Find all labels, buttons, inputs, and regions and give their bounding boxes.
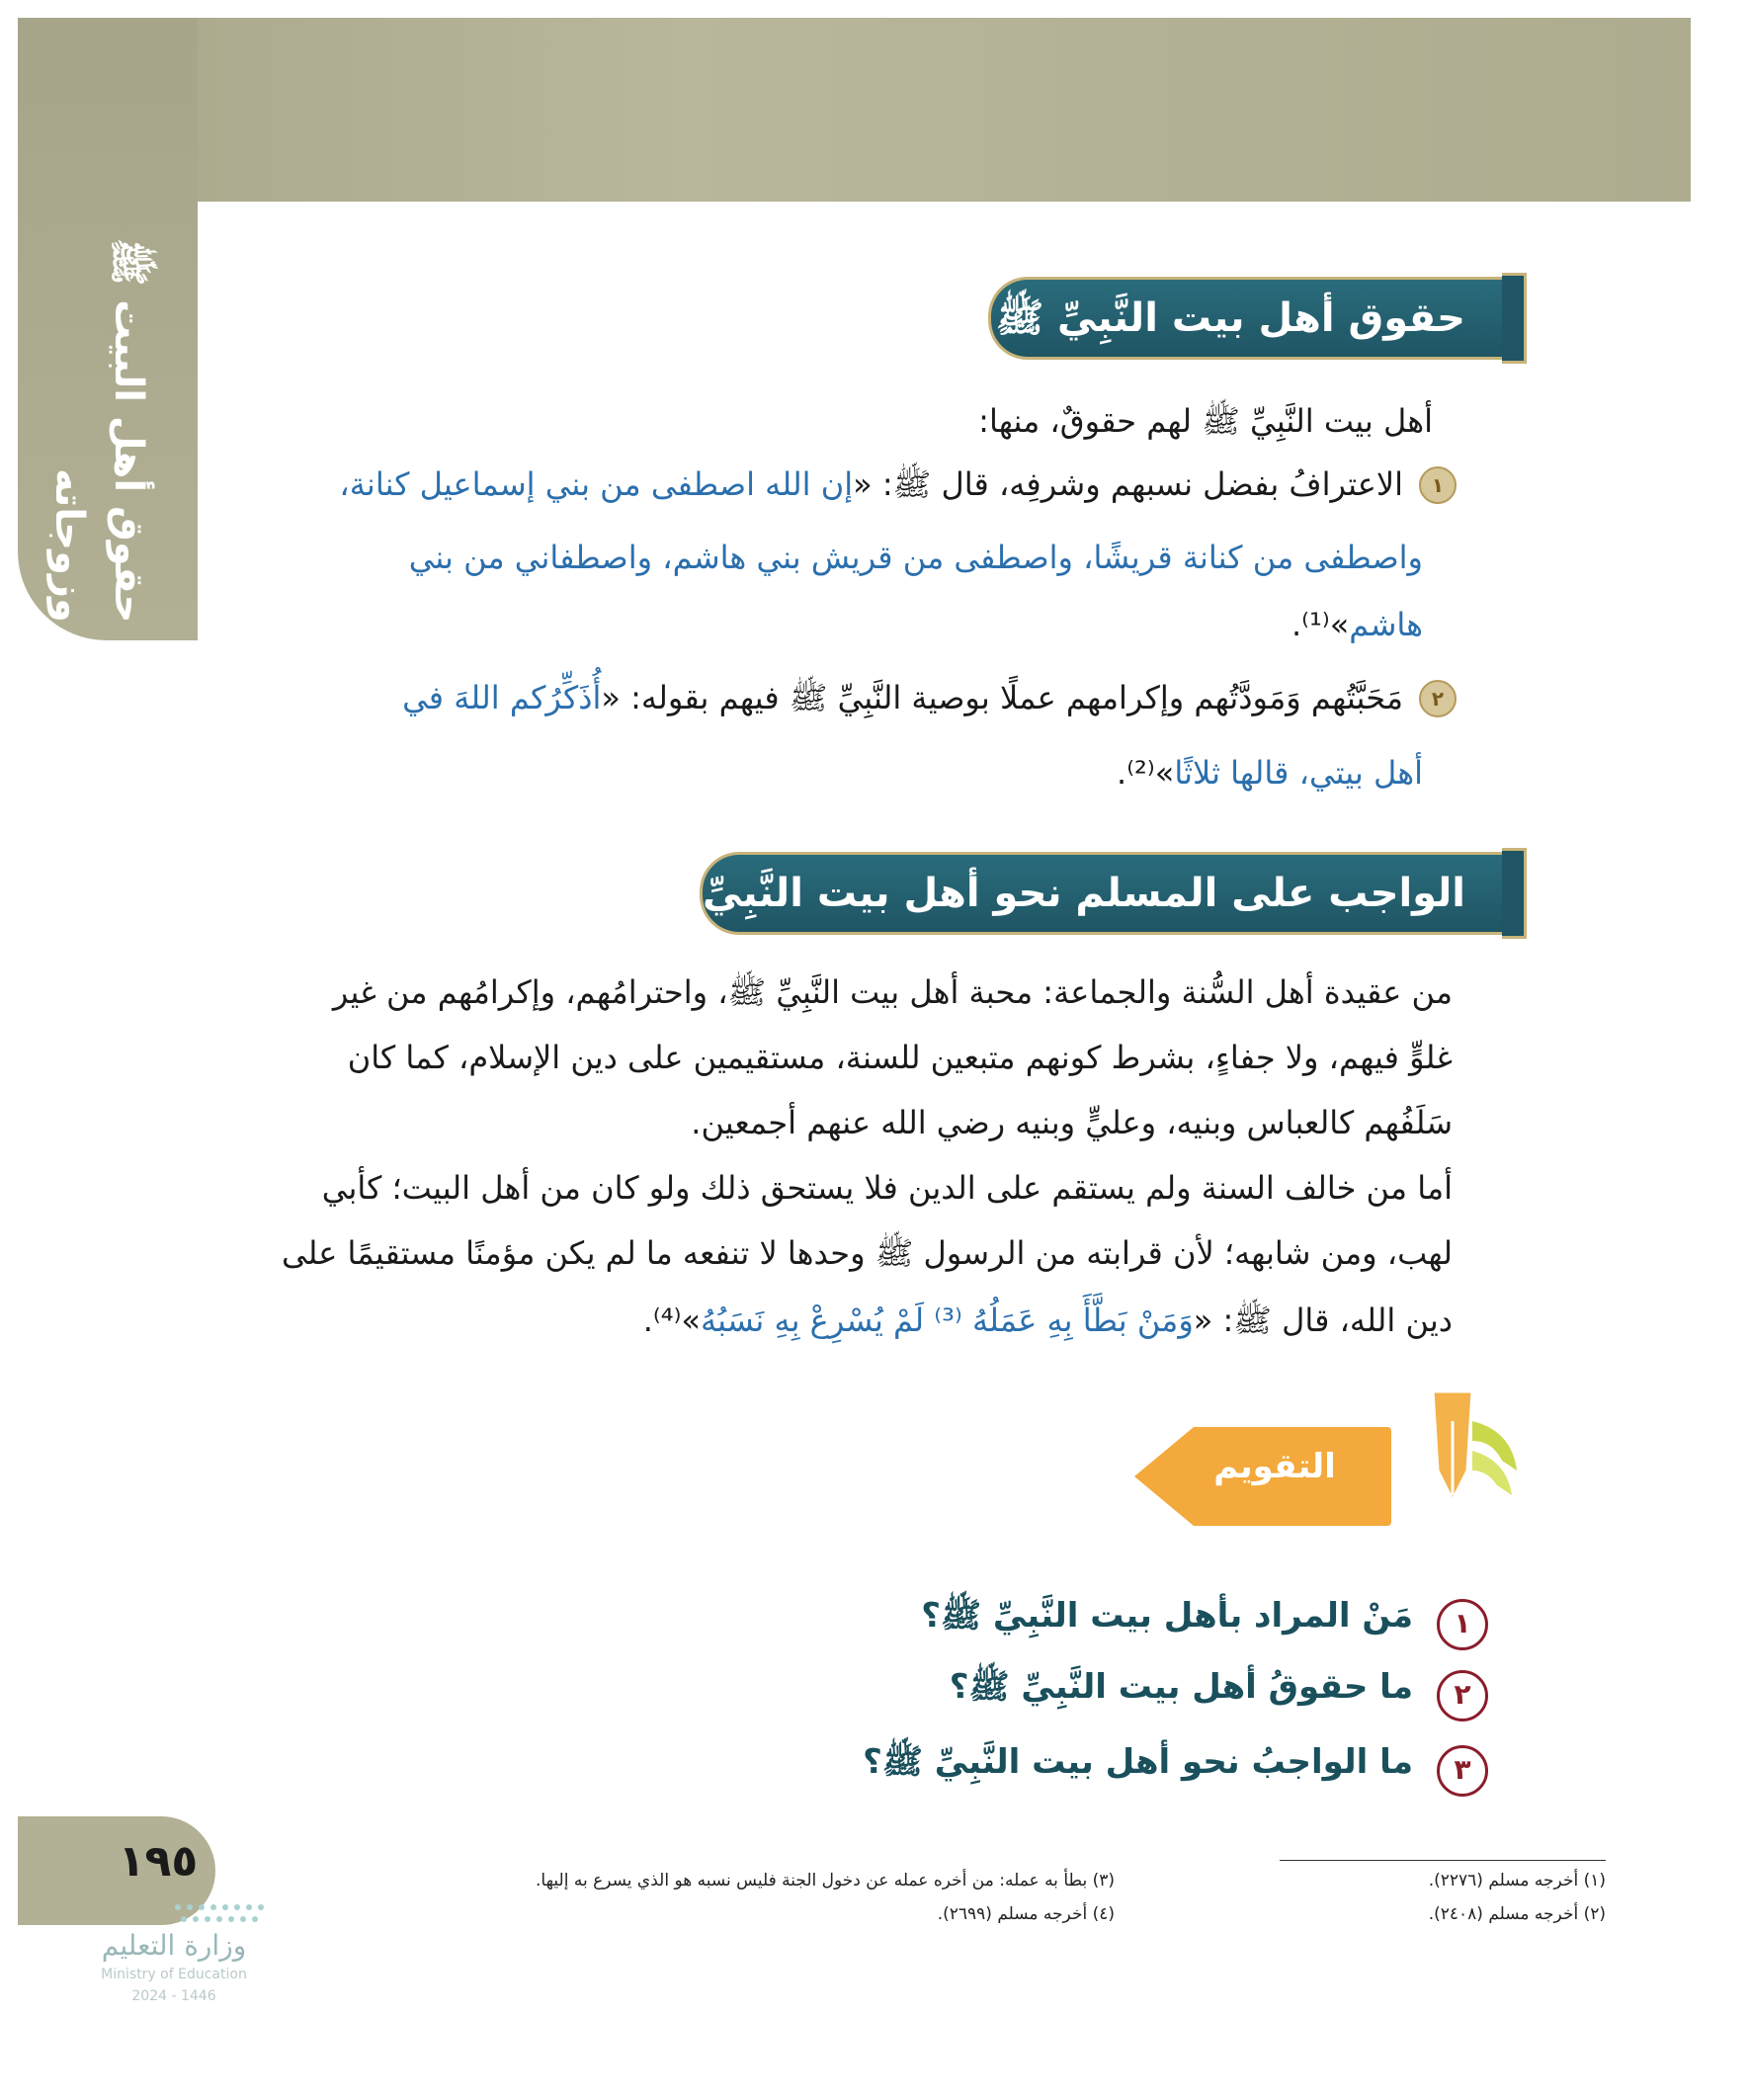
section1-intro: أهل بيت النَّبِيِّ ﷺ لهم حقوقٌ، منها:: [978, 402, 1433, 440]
question-number: ٣: [1437, 1745, 1488, 1797]
section2-para1-line1: من عقيدة أهل السُّنة والجماعة: محبة أهل بيت النَّبِيِّ ﷺ، واحترامُهم، وإكرامُهم من غير: [332, 973, 1453, 1011]
chapter-side-title-text: حقوق أهل البيت ﷺ وزوجاته: [46, 237, 151, 623]
section1-heading-banner: [988, 277, 1505, 360]
section1-banner-cap: [1502, 273, 1527, 364]
item2-line1: [402, 668, 1403, 727]
question-text: مَنْ المراد بأهل بيت النَّبِيِّ ﷺ؟: [921, 1596, 1413, 1636]
item1-line3-quote: هاشم: [1349, 606, 1423, 643]
item2-line2-plain: »⁽²⁾.: [1117, 754, 1175, 792]
section2-para1-line2: غلوٍّ فيهم، ولا جفاءٍ، بشرط كونهم متبعين للسنة، مستقيمين على دين الإسلام، كما كان: [347, 1039, 1453, 1076]
ministry-name-english: Ministry of Education: [101, 1967, 247, 1982]
footnote-rule: [1280, 1860, 1606, 1861]
item1-line3: [1291, 595, 1423, 654]
section2-banner-cap: [1502, 848, 1527, 939]
section1-heading: حقوق أهل بيت النَّبِيِّ ﷺ: [995, 295, 1465, 341]
item1-line1-plain: الاعترافُ بفضل نسبهم وشرفِه، قال ﷺ: «: [853, 465, 1403, 503]
item2-line1-plain: مَحَبَّتُهم وَمَودَّتُهم وإكرامهم عملًا بوصية النَّبِيِّ ﷺ فيهم بقوله: «: [601, 679, 1403, 716]
page-number: ١٩٥: [118, 1836, 199, 1887]
section2-last-line: [643, 1291, 1453, 1350]
footnote-1: (١) أخرجه مسلم (٢٢٧٦).: [1428, 1871, 1606, 1890]
pen-icon: [1374, 1382, 1522, 1520]
section2-heading-banner: [640, 852, 1505, 935]
evaluation-label: التقويم: [1213, 1447, 1336, 1486]
item2-line2: [1117, 743, 1423, 802]
question-text: ما الواجبُ نحو أهل بيت النَّبِيِّ ﷺ؟: [863, 1742, 1413, 1782]
item-number-badge: ٢: [1419, 680, 1457, 717]
item2-line1-quote: أُذَكِّرُكم اللهَ في: [402, 679, 602, 716]
item-number-badge: ١: [1419, 466, 1457, 504]
item1-line2: واصطفى من كنانة قريشًا، واصطفى من قريش بني هاشم، واصطفاني من بني: [408, 539, 1423, 576]
footnote-3: (٣) بطأ به عمله: من أخره عمله عن دخول الجنة فليس نسبه هو الذي يسرع به إليها.: [535, 1871, 1115, 1890]
section2-para2-line2: لهب، ومن شابهه؛ لأن قرابته من الرسول ﷺ وحدها لا تنفعه ما لم يكن مؤمنًا مستقيمًا على: [282, 1234, 1453, 1272]
item1-line1: [339, 455, 1403, 514]
question-number: ٢: [1437, 1670, 1488, 1722]
section2-last-line-plain: دين الله، قال ﷺ: «: [1193, 1302, 1453, 1339]
footnote-4: (٤) أخرجه مسلم (٢٦٩٩).: [937, 1904, 1115, 1924]
section2-para2-line1: أما من خالف السنة ولم يستقم على الدين فلا يستحق ذلك ولو كان من أهل البيت؛ كأبي: [321, 1169, 1453, 1207]
top-decorative-band: [18, 18, 1691, 202]
section2-para1-line3: سَلَفُهم كالعباس وبنيه، وعليٍّ وبنيه رضي الله عنهم أجمعين.: [691, 1104, 1453, 1141]
item1-line3-plain: »⁽¹⁾.: [1291, 606, 1350, 643]
footnote-2: (٢) أخرجه مسلم (٢٤٠٨).: [1428, 1904, 1606, 1924]
chapter-side-title: [0, 198, 151, 623]
question-text: ما حقوقُ أهل بيت النَّبِيِّ ﷺ؟: [949, 1667, 1413, 1707]
question-number: ١: [1437, 1599, 1488, 1650]
section2-last-line-end: »⁽⁴⁾.: [642, 1302, 701, 1339]
item2-line2-quote: أهل بيتي، قالها ثلاثًا: [1174, 754, 1423, 792]
section2-heading: الواجب على المسلم نحو أهل بيت النَّبِيِّ ﷺ: [640, 871, 1465, 916]
ministry-logo-dots-icon: [168, 1899, 296, 1929]
ministry-name-arabic: وزارة التعليم: [101, 1929, 247, 1962]
section2-hadith-quote: وَمَنْ بَطَّأَ بِهِ عَمَلُهُ ⁽³⁾ لَمْ يُسْرِعْ بِهِ نَسَبُهُ: [701, 1302, 1194, 1339]
ministry-year: 2024 - 1446: [131, 1988, 216, 2004]
item1-line1-quote: إن الله اصطفى من بني إسماعيل كنانة،: [339, 465, 854, 503]
